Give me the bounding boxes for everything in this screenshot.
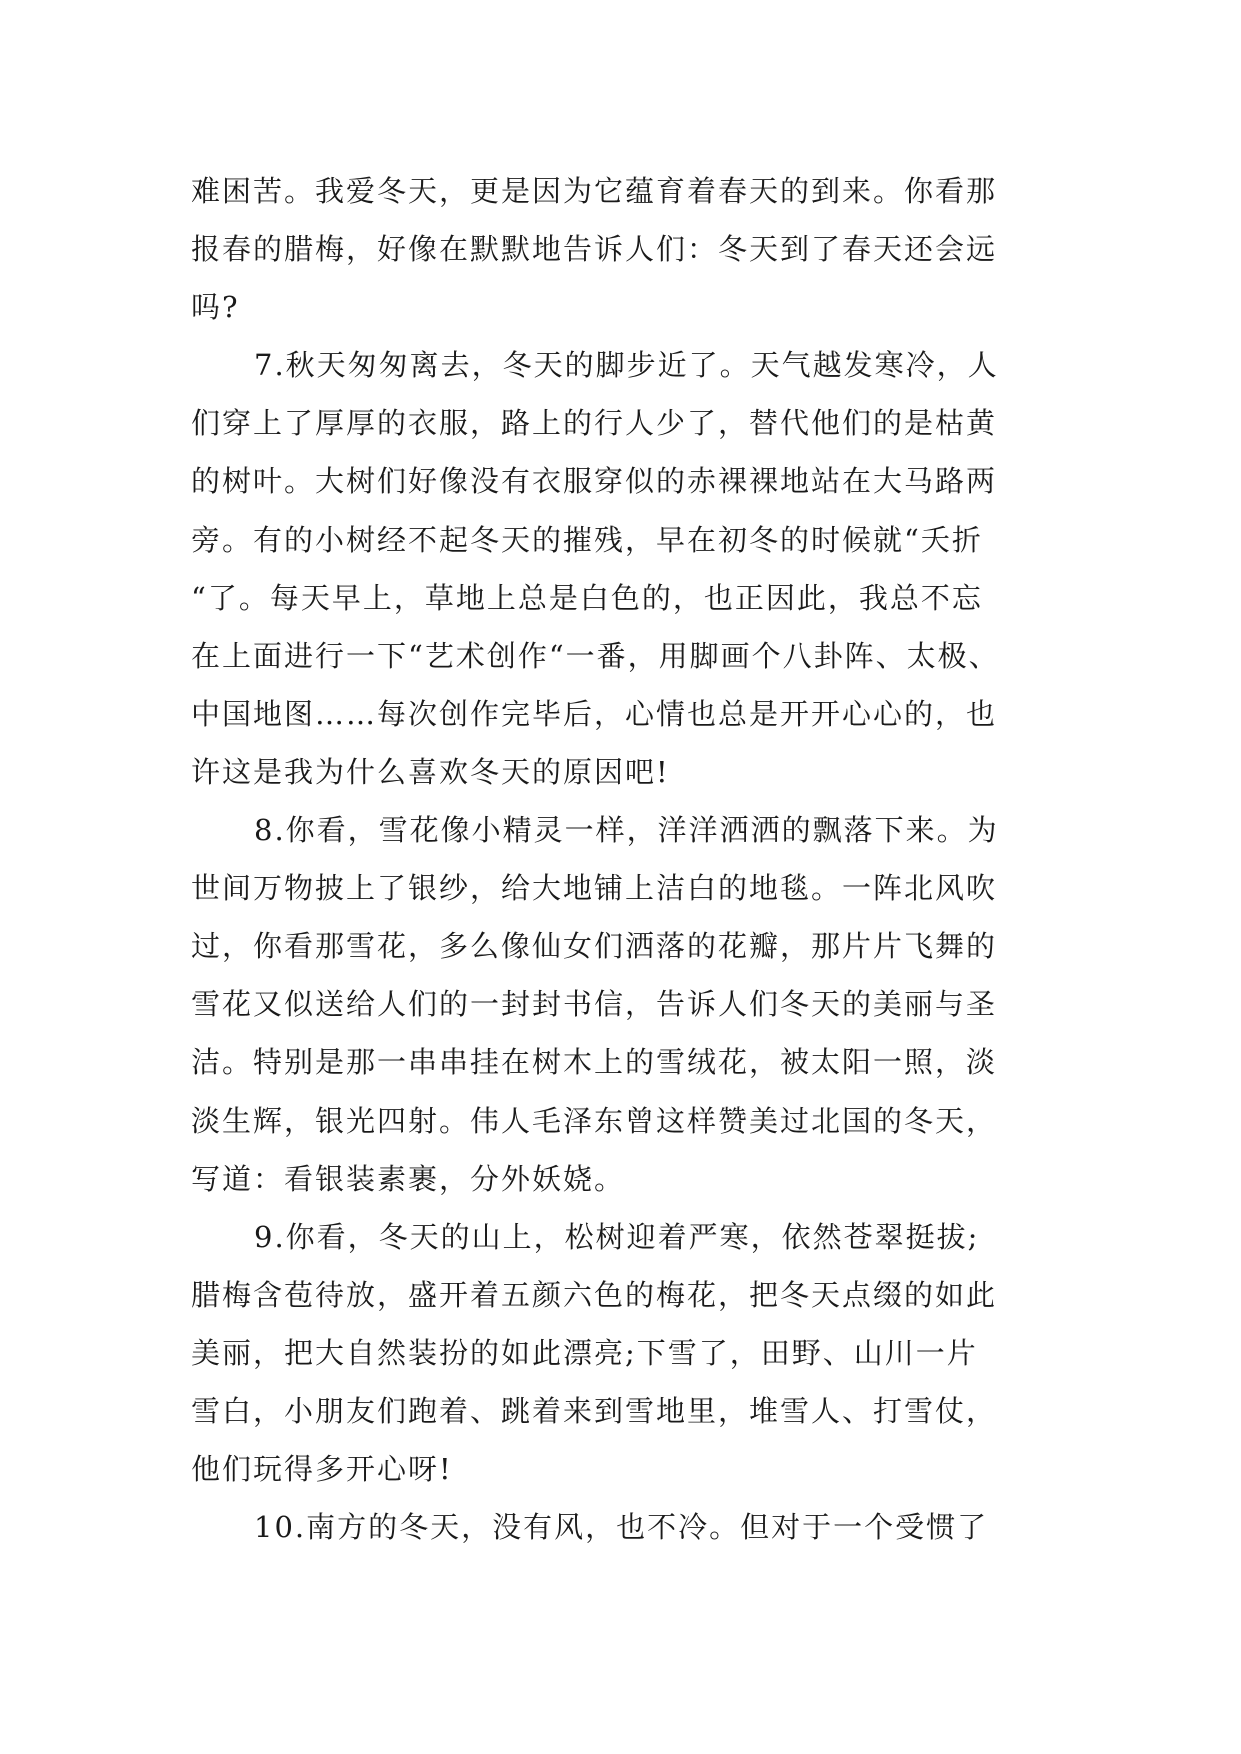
text-line: 难困苦。我爱冬天，更是因为它蕴育着春天的到来。你看那 bbox=[191, 174, 998, 208]
body-text bbox=[191, 162, 1061, 1556]
text-line: “了。每天早上，草地上总是白色的，也正因此，我总不忘 bbox=[191, 580, 983, 615]
text-line: 世间万物披上了银纱，给大地铺上洁白的地毯。一阵北风吹 bbox=[191, 871, 998, 906]
text-line: 吗? bbox=[191, 290, 240, 325]
text-line: 许这是我为什么喜欢冬天的原因吧! bbox=[191, 754, 670, 789]
text-line: 报春的腊梅，好像在默默地告诉人们：冬天到了春天还会远 bbox=[191, 232, 998, 267]
text-line: 旁。有的小树经不起冬天的摧残，早在初冬的时候就“夭折 bbox=[191, 522, 983, 557]
paragraph-8-start: 8.你看，雪花像小精灵一样，洋洋洒洒的飘落下来。为 bbox=[254, 813, 999, 848]
text-line: 写道：看银装素裹，分外妖娆。 bbox=[191, 1161, 626, 1196]
paragraph-7-start: 7.秋天匆匆离去，冬天的脚步近了。天气越发寒冷，人 bbox=[254, 348, 999, 383]
text-line: 雪白，小朋友们跑着、跳着来到雪地里，堆雪人、打雪仗， bbox=[191, 1393, 998, 1428]
paragraph-9-start: 9.你看，冬天的山上，松树迎着严寒，依然苍翠挺拔; bbox=[254, 1219, 980, 1254]
text-line: 中国地图……每次创作完毕后，心情也总是开开心心的，也 bbox=[191, 696, 998, 731]
text-line: 在上面进行一下“艺术创作“一番，用脚画个八卦阵、太极、 bbox=[191, 638, 1000, 673]
text-line: 雪花又似送给人们的一封封书信，告诉人们冬天的美丽与圣 bbox=[191, 987, 998, 1022]
text-line: 他们玩得多开心呀! bbox=[191, 1452, 453, 1487]
text-line: 腊梅含苞待放，盛开着五颜六色的梅花，把冬天点缀的如此 bbox=[191, 1277, 998, 1312]
text-line: 洁。特别是那一串串挂在树木上的雪绒花，被太阳一照，淡 bbox=[191, 1045, 998, 1080]
text-line: 过，你看那雪花，多么像仙女们洒落的花瓣，那片片飞舞的 bbox=[191, 929, 998, 964]
text-line: 们穿上了厚厚的衣服，路上的行人少了，替代他们的是枯黄 bbox=[191, 406, 998, 441]
paragraph-10-start: 10.南方的冬天，没有风，也不冷。但对于一个受惯了 bbox=[254, 1510, 989, 1545]
text-line: 美丽，把大自然装扮的如此漂亮;下雪了，田野、山川一片 bbox=[191, 1335, 978, 1370]
text-line: 的树叶。大树们好像没有衣服穿似的赤裸裸地站在大马路两 bbox=[191, 464, 998, 499]
text-line: 淡生辉，银光四射。伟人毛泽东曾这样赞美过北国的冬天， bbox=[191, 1103, 998, 1138]
